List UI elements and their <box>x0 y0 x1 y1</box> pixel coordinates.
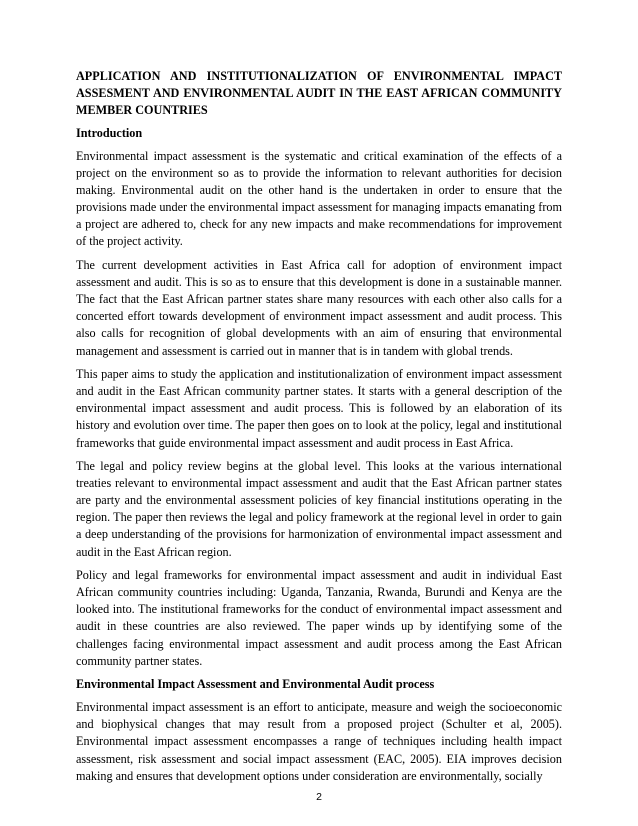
page-number: 2 <box>316 791 322 803</box>
paragraph: Environmental impact assessment is an effort to anticipate, measure and weigh the socioeconomic and biophysical changes that may result from a proposed project (Schulter et al, 2005). Environmental impact assessment encompasses a range of techniques including health impact assessment, risk assessment and social impact assessment (EAC, 2005). EIA improves decision making and ensures that development options under consideration are environmentally, socially <box>76 700 562 783</box>
section-heading-introduction: Introduction <box>76 126 143 140</box>
document-title: APPLICATION AND INSTITUTIONALIZATION OF ENVIRONMENTAL IMPACT ASSESMENT AND ENVIRONMENTAL AUDIT IN THE EAST AFRICAN COMMUNITY MEMBER COUNTRIES <box>76 69 562 117</box>
paragraph: The legal and policy review begins at the global level. This looks at the various international treaties relevant to environmental impact assessment and audit that the East African partner states are party and the environmental assessment policies of key financial institutions operating in the region. The paper then reviews the legal and policy framework at the regional level in order to gain a deep understanding of the provisions for harmonization of environmental impact assessment and audit in the East African region. <box>76 459 562 559</box>
section-heading-eia-process: Environmental Impact Assessment and Environmental Audit process <box>76 677 435 692</box>
paragraph: Environmental impact assessment is the systematic and critical examination of the effects of a project on the environment so as to provide the information to relevant authorities for decision making. Environmental audit on the other hand is the undertaken in order to ensure that the provisions made under the environmental impact assessment for managing impacts emanating from a project are adhered to, check for any new impacts and make recommendations for improvement of the project activity. <box>76 149 562 249</box>
paragraph: Policy and legal frameworks for environmental impact assessment and audit in individual East African community countries including: Uganda, Tanzania, Rwanda, Burundi and Kenya are the looked into. The institutional frameworks for the conduct of environmental impact assessment and audit in these countries are also reviewed. The paper winds up by identifying some of the challenges facing environmental impact assessment and audit process among the East African community partner states. <box>76 568 562 668</box>
paragraph: This paper aims to study the application and institutionalization of environment impact assessment and audit in the East African community partner states. It starts with a general description of the environmental impact assessment and audit process. This is followed by an elaboration of its history and evolution over time. The paper then goes on to look at the policy, legal and institutional frameworks that guide environmental impact assessment and audit process in East Africa. <box>76 367 562 450</box>
document-page <box>76 68 562 791</box>
paragraph: The current development activities in East Africa call for adoption of environment impact assessment and audit. This is so as to ensure that this development is done in a sustainable manner. The fact that the East African partner states share many resources with each other also calls for a concerted effort towards development of environment impact assessment and audit process. This also calls for recognition of global developments with an aim of ensuring that environmental management and assessment is carried out in manner that is in tandem with global trends. <box>76 258 562 358</box>
